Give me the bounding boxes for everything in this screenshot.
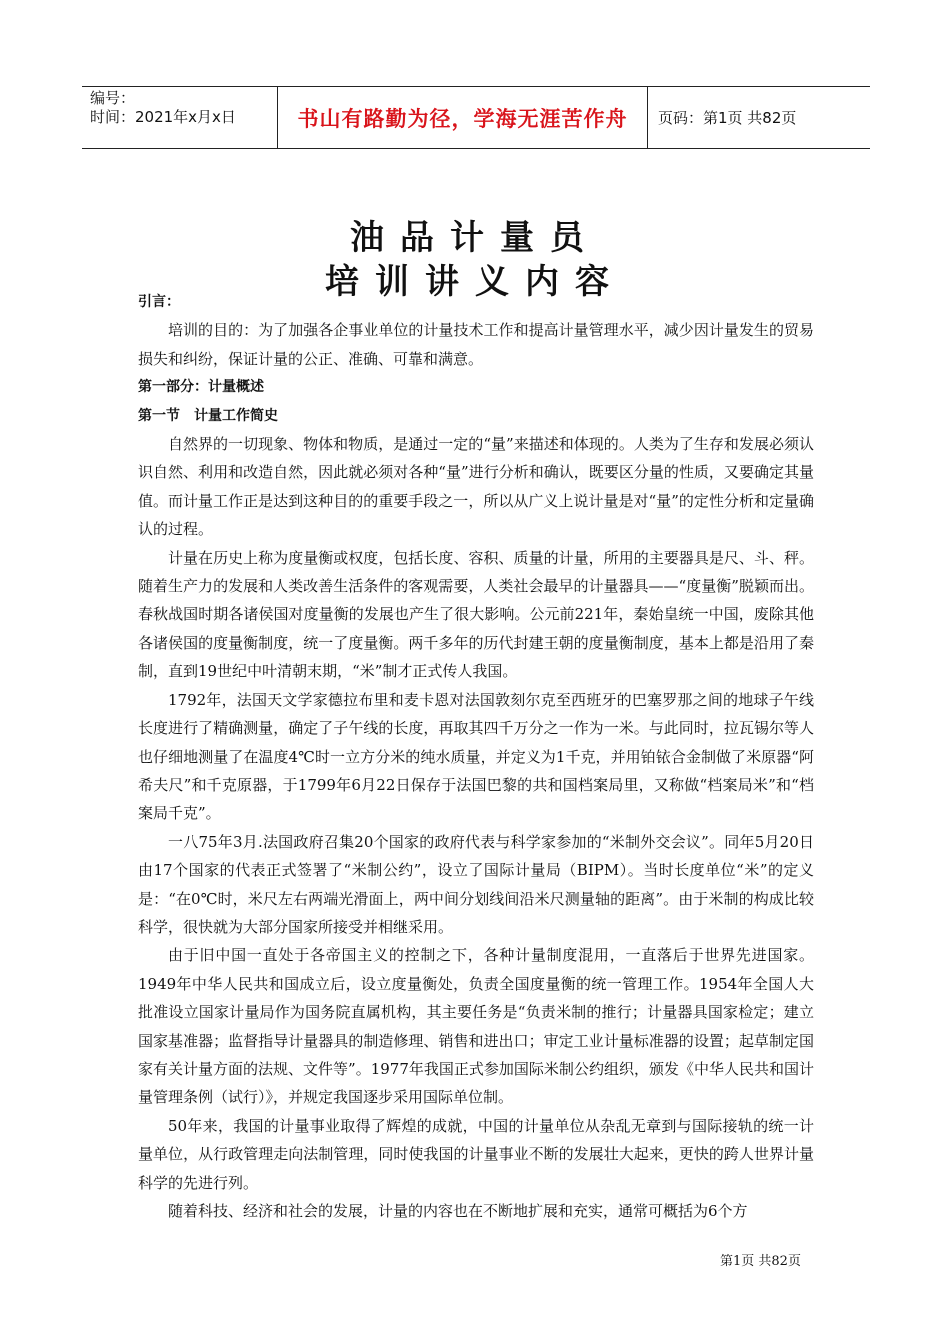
number-label: 编号： <box>90 89 136 107</box>
title-line-1: 油品计量员 <box>350 218 600 258</box>
header-meta <box>82 87 278 148</box>
paragraph: 50年来，我国的计量事业取得了辉煌的成就，中国的计量单位从杂乱无章到与国际接轨的统一计量单位，从行政管理走向法制管理，同时使我国的计量事业不断的发展壮大起来，更快的跨人世界计量科学的先进行列。 <box>138 1116 814 1192</box>
paragraph: 1792年，法国天文学家德拉布里和麦卡恩对法国敦刻尔克至西班牙的巴塞罗那之间的地球子午线长度进行了精确测量，确定了子午线的长度，再取其四千万分之一作为一米。与此同时，拉瓦锡尔等人也仔细地测量了在温度4℃时一立方分米的纯水质量，并定义为1千克，并用铂铱合金制做了米原器“阿希夫尺”和千克原器，于1799年6月22日保存于法国巴黎的共和国档案局里，又称做“档案局米”和“档案局千克”。 <box>138 690 814 823</box>
part-heading: 第一部分：计量概述 <box>138 379 264 396</box>
title-line-2: 培训讲义内容 <box>325 262 625 302</box>
paragraph: 一八75年3月.法国政府召集20个国家的政府代表与科学家参加的“米制外交会议”。同年5月20日由17个国家的代表正式签署了“米制公约”，设立了国际计量局（BIPM）。当时长度单位“米”的定义是：“在0℃时，米尺左右两端光滑面上，两中间分划线间沿米尺测量轴的距离”。由于米制的构成比较科学，很快就为大部分国家所接受并相继采用。 <box>138 832 814 936</box>
intro-paragraph: 培训的目的：为了加强各企事业单位的计量技术工作和提高计量管理水平，减少因计量发生的贸易损失和纠纷，保证计量的公正、准确、可靠和满意。 <box>138 321 814 368</box>
header-motto: 书山有路勤为径，学海无涯苦作舟 <box>278 87 648 148</box>
paragraph: 计量在历史上称为度量衡或权度，包括长度、容积、质量的计量，所用的主要器具是尺、斗、秤。随着生产力的发展和人类改善生活条件的客观需要，人类社会最早的计量器具——“度量衡”脱颖而出。春秋战国时期各诸侯国对度量衡的发展也产生了很大影响。公元前221年，秦始皇统一中国，废除其他各诸侯国的度量衡制度，统一了度量衡。两千多年的历代封建王朝的度量衡制度，基本上都是沿用了秦制，直到19世纪中叶清朝末期，“米”制才正式传人我国。 <box>138 548 814 681</box>
page-footer: 第1页 共82页 <box>720 1254 801 1269</box>
paragraph: 由于旧中国一直处于各帝国主义的控制之下，各种计量制度混用，一直落后于世界先进国家。1949年中华人民共和国成立后，设立度量衡处，负责全国度量衡的统一管理工作。1954年全国人大批准设立国家计量局作为国务院直属机构，其主要任务是“负责米制的推行；计量器具国家检定；建立国家基准器；监督指导计量器具的制造修理、销售和进出口；审定工业计量标准器的设置；起草制定国家有关计量方面的法规、文件等”。1977年我国正式参加国际米制公约组织，颁发《中华人民共和国计量管理条例（试行）》，并规定我国逐步采用国际单位制。 <box>138 946 814 1107</box>
document-body <box>138 288 814 1225</box>
time-label: 时间：2021年x月x日 <box>90 108 236 126</box>
paragraph: 自然界的一切现象、物体和物质，是通过一定的“量”来描述和体现的。人类为了生存和发展必须认识自然、利用和改造自然，因此就必须对各种“量”进行分析和确认，既要区分量的性质，又要确定其量值。而计量工作正是达到这种目的的重要手段之一，所以从广义上说计量是对“量”的定性分析和定量确认的过程。 <box>138 435 814 539</box>
header-page-info: 页码：第1页 共82页 <box>658 109 797 127</box>
intro-label: 引言： <box>138 294 180 310</box>
section-heading: 第一节 计量工作简史 <box>138 407 278 424</box>
document-header <box>82 86 870 149</box>
paragraph: 随着科技、经济和社会的发展，计量的内容也在不断地扩展和充实，通常可概括为6个方 <box>168 1202 748 1220</box>
